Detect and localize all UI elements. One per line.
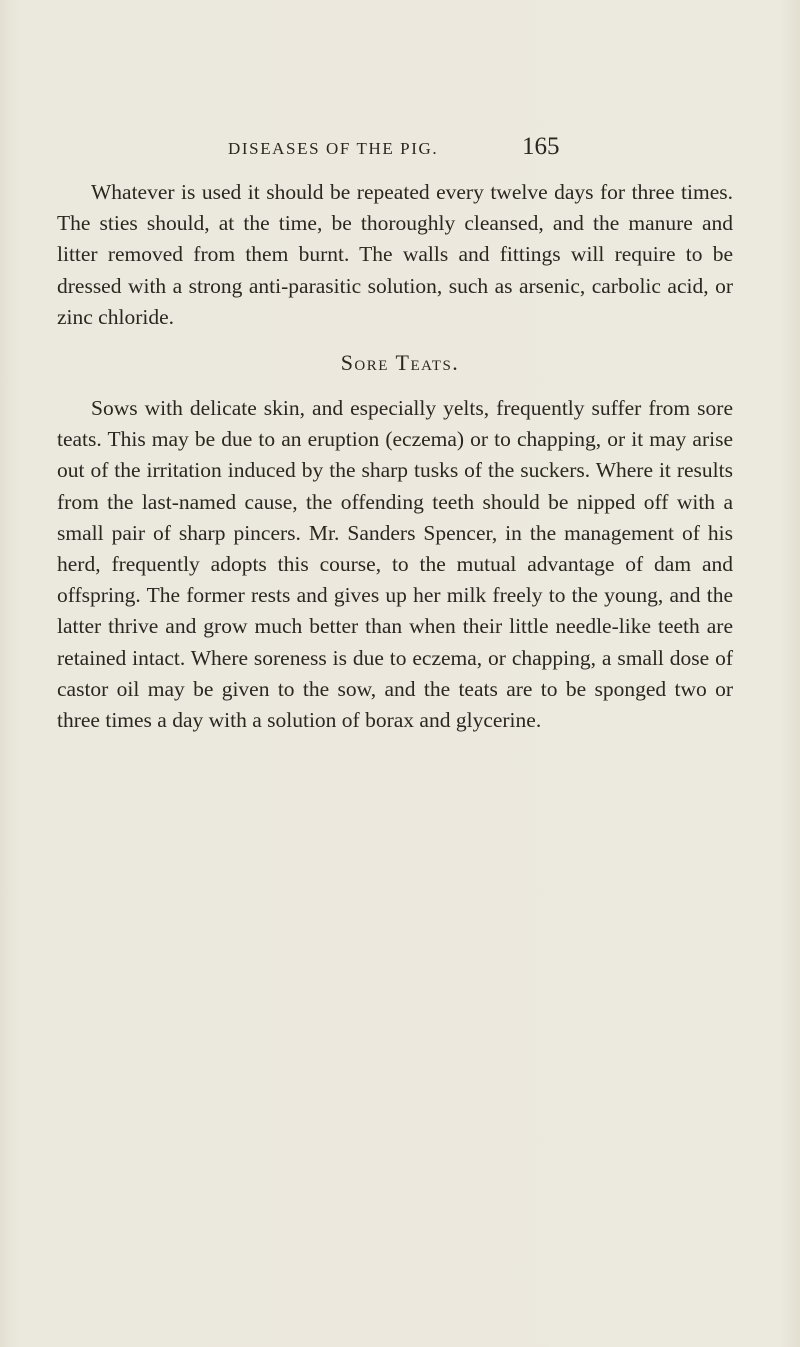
section-heading: Sore Teats. [340, 350, 460, 375]
paragraph-treatment-continued: Whatever is used it should be repeated every twelve days for three times. The sties should, at the time, be thoroughly cleansed, and the manure and litter removed from them burnt. The walls and fittings will require to be dressed with a strong anti-parasitic solution, such as arsenic, carbolic acid, or zinc chloride. [57, 180, 733, 329]
page-number: 165 [522, 133, 560, 160]
running-head [0, 134, 800, 164]
paragraph-sore-teats: Sows with delicate skin, and especially yelts, frequently suffer from sore teats. This may be due to an eruption (eczema) or to chapping, or it may arise out of the irritation induced by the sharp tusks of the suckers. Where it results from the last-named cause, the offending teeth should be nipped off with a small pair of sharp pincers. Mr. Sanders Spencer, in the management of his herd, frequently adopts this course, to the mutual advantage of dam and offspring. The former rests and gives up her milk freely to the young, and the latter thrive and grow much better than when their little needle-like teeth are retained intact. Where soreness is due to eczema, or chapping, a small dose of castor oil may be given to the sow, and the teats are to be sponged two or three times a day with a solution of borax and glycerine. [57, 396, 733, 733]
running-title: DISEASES OF THE PIG. [228, 139, 439, 158]
